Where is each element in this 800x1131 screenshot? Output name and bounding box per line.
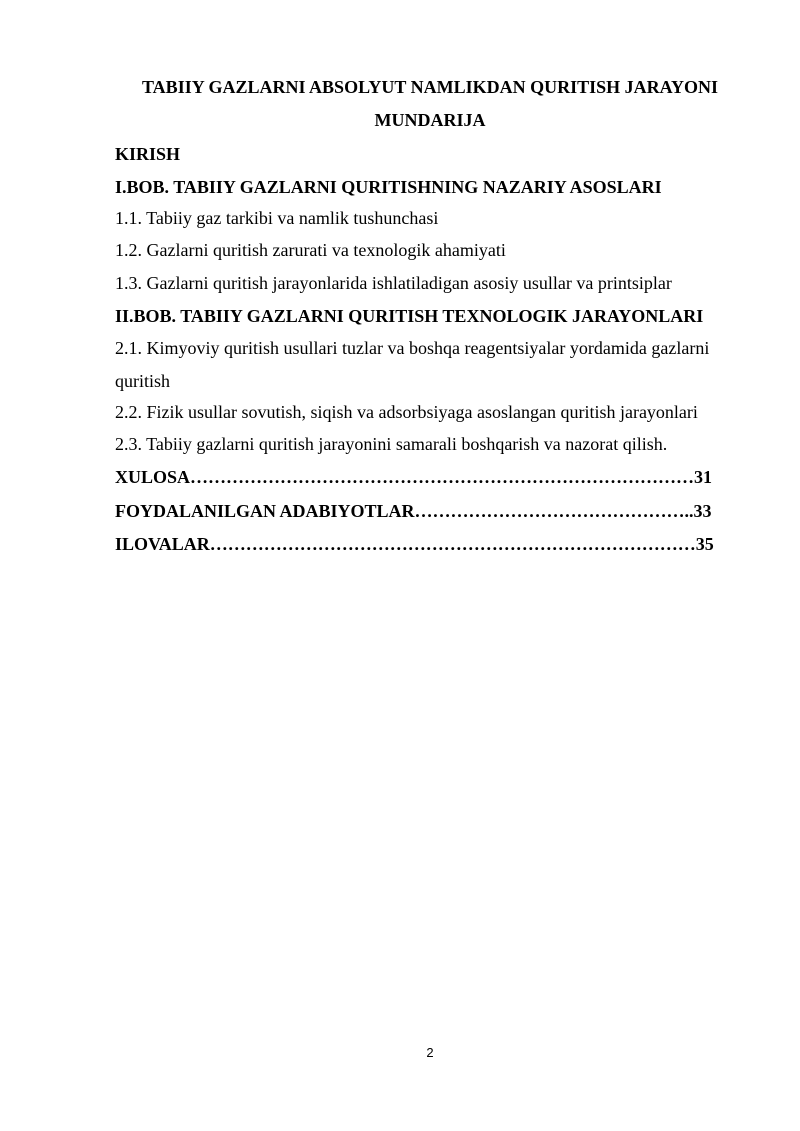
toc-entry-section-2-1: 2.1. Kimyoviy quritish usullari tuzlar va boshqa reagentsiyalar yordamida gazlarni: [115, 338, 710, 358]
toc-entry-section-2-3: 2.3. Tabiiy gazlarni quritish jarayonini samarali boshqarish va nazorat qilish.: [115, 434, 668, 454]
contents-heading: MUNDARIJA: [374, 110, 486, 130]
toc-entry-references: FOYDALANILGAN ADABIYOTLAR………………………………………..33: [115, 501, 712, 521]
toc-entry-section-2-2: 2.2. Fizik usullar sovutish, siqish va adsorbsiyaga asoslangan quritish jarayonlari: [115, 402, 698, 422]
toc-entry-chapter-2: II.BOB. TABIIY GAZLARNI QURITISH TEXNOLOGIK JARAYONLARI: [115, 306, 704, 326]
document-title: TABIIY GAZLARNI ABSOLYUT NAMLIKDAN QURITISH JARAYONI: [142, 77, 718, 97]
toc-entry-chapter-1: I.BOB. TABIIY GAZLARNI QURITISHNING NAZARIY ASOSLARI: [115, 177, 662, 197]
toc-entry-conclusion: XULOSA…………………………………………………………………………31: [115, 467, 713, 487]
toc-entry-section-1-1: 1.1. Tabiiy gaz tarkibi va namlik tushunchasi: [115, 208, 439, 228]
toc-entry-introduction: KIRISH: [115, 144, 181, 164]
toc-entry-appendices: ILOVALAR………………………………………………………………………35: [115, 534, 714, 554]
page-number: 2: [426, 1045, 434, 1060]
toc-entry-section-1-2: 1.2. Gazlarni quritish zarurati va texnologik ahamiyati: [115, 240, 506, 260]
toc-entry-section-2-1-continued: quritish: [115, 371, 171, 391]
toc-entry-section-1-3: 1.3. Gazlarni quritish jarayonlarida ishlatiladigan asosiy usullar va printsiplar: [115, 273, 672, 293]
